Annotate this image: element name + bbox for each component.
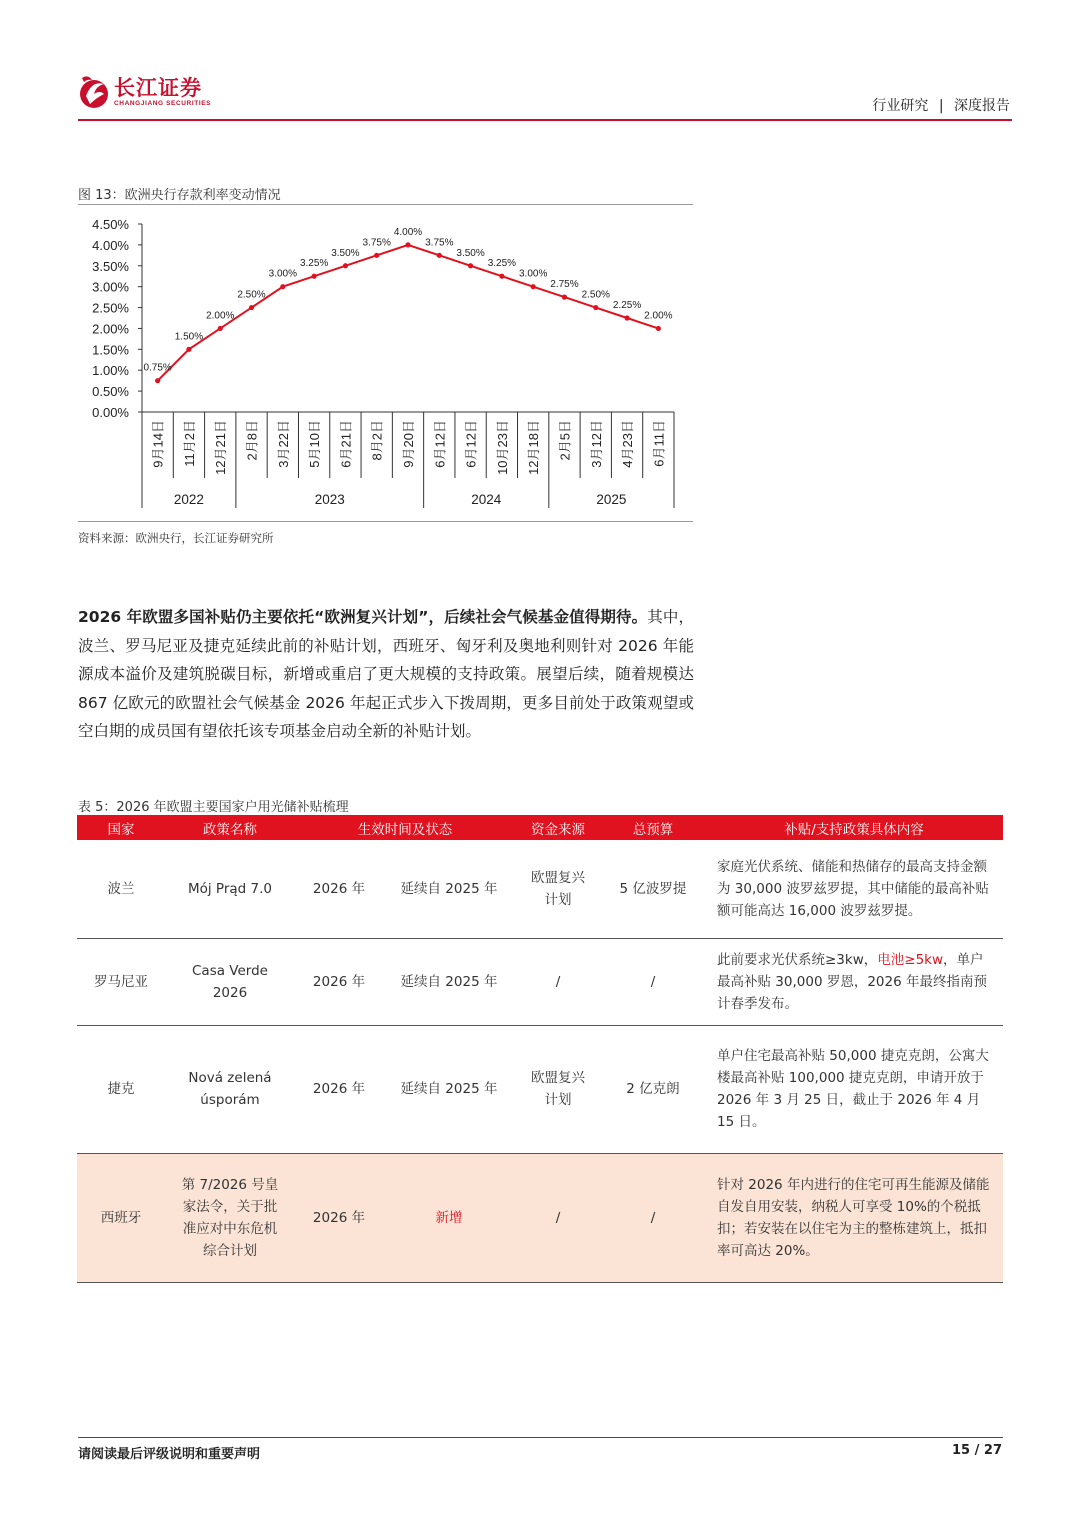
header-divider bbox=[78, 119, 1012, 121]
x-category-label: 6月21日 bbox=[338, 420, 354, 468]
report-category bbox=[872, 95, 1010, 115]
cell-detail bbox=[705, 938, 1003, 1025]
body-paragraph bbox=[78, 603, 694, 746]
cell-funding bbox=[515, 840, 601, 938]
paragraph-lead: 2026 年欧盟多国补贴仍主要依托“欧洲复兴计划”，后续社会气候基金值得期待。 bbox=[78, 608, 648, 626]
cell-detail: 针对 2026 年内进行的住宅可再生能源及储能自发自用安装，纳税人可享受 10%的个税抵扣；若安装在以住宅为主的整栋建筑上，抵扣率可高达 20%。 bbox=[705, 1153, 1003, 1282]
cell-policy bbox=[165, 1025, 295, 1153]
y-tick-label: 0.00% bbox=[92, 405, 129, 420]
data-label: 1.50% bbox=[174, 331, 204, 343]
x-category-label: 2月5日 bbox=[557, 420, 573, 461]
subsidy-table bbox=[77, 815, 1003, 1283]
x-category-label: 5月10日 bbox=[307, 420, 323, 468]
data-label: 3.00% bbox=[518, 268, 548, 280]
x-category-label: 11月2日 bbox=[181, 420, 197, 467]
y-tick-label: 4.50% bbox=[92, 217, 129, 232]
figure-top-rule bbox=[78, 204, 693, 205]
cell-budget: / bbox=[601, 1153, 705, 1282]
detail-text-a: 此前要求光伏系统≥3kw， bbox=[717, 951, 878, 968]
data-label: 2.75% bbox=[550, 279, 579, 291]
header-budget: 总预算 bbox=[601, 815, 705, 840]
deposit-rate-chart bbox=[78, 208, 693, 520]
y-tick-label: 3.50% bbox=[92, 258, 129, 274]
phoenix-logo-icon bbox=[78, 72, 110, 110]
logo-english-name: CHANGJIANG SECURITIES bbox=[114, 99, 212, 107]
company-logo bbox=[78, 72, 211, 110]
data-label: 2.25% bbox=[612, 300, 642, 311]
cell-funding: / bbox=[515, 1153, 601, 1282]
header-policy: 政策名称 bbox=[165, 815, 295, 840]
cell-country: 罗马尼亚 bbox=[77, 938, 165, 1025]
cell-year: 2026 年 bbox=[295, 938, 383, 1025]
cell-detail: 单户住宅最高补贴 50,000 捷克克朗，公寓大楼最高补贴 100,000 捷克克朗，申请开放于 2026 年 3 月 25 日，截止于 2026 年 4 月 15 日。 bbox=[705, 1025, 1003, 1153]
data-label: 2.00% bbox=[206, 310, 235, 322]
page-number: 15 / 27 bbox=[952, 1443, 1002, 1458]
data-label: 3.25% bbox=[487, 258, 517, 270]
cell-budget: 2 亿克朗 bbox=[601, 1025, 705, 1153]
funding-text: 欧盟复兴计划 bbox=[531, 1070, 585, 1108]
data-point bbox=[531, 284, 536, 289]
x-category-label: 9月14日 bbox=[150, 420, 166, 468]
cell-funding bbox=[515, 1025, 601, 1153]
data-label: 2.00% bbox=[644, 310, 673, 322]
cell-status: 延续自 2025 年 bbox=[383, 1025, 515, 1153]
cell-status: 延续自 2025 年 bbox=[383, 840, 515, 938]
x-category-label: 2月8日 bbox=[244, 420, 260, 461]
x-category-label: 3月22日 bbox=[275, 420, 291, 468]
table-caption: 表 5：2026 年欧盟主要国家户用光储补贴梳理 bbox=[78, 800, 349, 815]
x-category-label: 6月11日 bbox=[651, 420, 667, 467]
cell-status: 延续自 2025 年 bbox=[383, 938, 515, 1025]
x-category-label: 3月12日 bbox=[588, 420, 604, 468]
cell-detail: 家庭光伏系统、储能和热储存的最高支持金额为 30,000 波罗兹罗提，其中储能的最高补贴额可能高达 16,000 波罗兹罗提。 bbox=[705, 840, 1003, 938]
header-funding: 资金来源 bbox=[515, 815, 601, 840]
y-tick-label: 1.00% bbox=[92, 363, 129, 379]
data-point bbox=[155, 378, 160, 383]
data-point bbox=[405, 242, 410, 247]
header-country: 国家 bbox=[77, 815, 165, 840]
data-label: 3.75% bbox=[362, 237, 391, 249]
data-label: 3.25% bbox=[299, 258, 329, 270]
data-point bbox=[249, 305, 254, 310]
header-separator: | bbox=[938, 98, 944, 114]
data-label: 4.00% bbox=[393, 226, 423, 238]
data-point bbox=[186, 347, 191, 352]
policy-text: Nová zelená úsporám bbox=[188, 1070, 272, 1108]
figure-bottom-rule bbox=[78, 521, 693, 522]
cell-budget: 5 亿波罗提 bbox=[601, 840, 705, 938]
x-category-label: 10月23日 bbox=[494, 420, 510, 475]
data-point bbox=[656, 326, 661, 331]
data-label: 3.75% bbox=[425, 237, 454, 249]
table-row bbox=[77, 1025, 1003, 1153]
figure-source: 资料来源：欧洲央行，长江证券研究所 bbox=[78, 531, 274, 545]
cell-policy: Mój Prąd 7.0 bbox=[165, 840, 295, 938]
data-point bbox=[218, 326, 223, 331]
table-header-row bbox=[77, 815, 1003, 840]
detail-highlight: 电池≥5kw bbox=[877, 951, 944, 968]
year-label: 2025 bbox=[596, 492, 627, 507]
data-label: 2.50% bbox=[237, 289, 266, 301]
detail-text-b: ，单户最高补贴 30,000 罗恩，2026 年最终指南预计春季发布。 bbox=[717, 951, 987, 1012]
x-category-label: 6月12日 bbox=[432, 420, 448, 468]
footer-divider bbox=[78, 1437, 1003, 1438]
y-tick-label: 0.50% bbox=[92, 384, 129, 400]
x-category-label: 4月23日 bbox=[620, 420, 636, 468]
section-label: 行业研究 bbox=[872, 98, 929, 114]
policy-text: Casa Verde 2026 bbox=[192, 962, 268, 1001]
data-label: 2.50% bbox=[581, 289, 610, 301]
policy-text: 第 7/2026 号皇家法令，关于批准应对中东危机综合计划 bbox=[181, 1176, 279, 1259]
data-point bbox=[374, 253, 379, 258]
data-point bbox=[593, 305, 598, 310]
data-point bbox=[499, 274, 504, 279]
cell-policy bbox=[165, 938, 295, 1025]
x-category-label: 12月18日 bbox=[526, 420, 542, 475]
x-category-label: 9月20日 bbox=[401, 420, 416, 468]
cell-country: 波兰 bbox=[77, 840, 165, 938]
x-category-label: 12月21日 bbox=[213, 420, 229, 475]
cell-year: 2026 年 bbox=[295, 1025, 383, 1153]
data-point bbox=[280, 284, 285, 289]
cell-year: 2026 年 bbox=[295, 840, 383, 938]
cell-country: 西班牙 bbox=[77, 1153, 165, 1282]
data-point bbox=[312, 274, 317, 279]
cell-policy bbox=[165, 1153, 295, 1282]
footer-disclaimer: 请阅读最后评级说明和重要声明 bbox=[78, 1447, 261, 1462]
header-effective: 生效时间及状态 bbox=[295, 815, 515, 840]
table-row-highlighted bbox=[77, 1153, 1003, 1282]
x-category-label: 8月2日 bbox=[369, 420, 385, 461]
header-detail: 补贴/支持政策具体内容 bbox=[705, 815, 1003, 840]
year-label: 2023 bbox=[314, 492, 345, 507]
paragraph-body: 其中，波兰、罗马尼亚及捷克延续此前的补贴计划，西班牙、匈牙利及奥地利则针对 2026 年能源成本溢价及建筑脱碳目标，新增或重启了更大规模的支持政策。展望后续，随着规模达 867 亿欧元的欧盟社会气候基金 2026 年起正式步入下拨周期，更多目前处于政策观望或空白期的成员国有望依托该专项基金启动全新的补贴计划。 bbox=[78, 608, 694, 740]
cell-budget: / bbox=[601, 938, 705, 1025]
cell-country: 捷克 bbox=[77, 1025, 165, 1153]
cell-year: 2026 年 bbox=[295, 1153, 383, 1282]
data-point bbox=[437, 253, 442, 258]
data-point bbox=[343, 263, 348, 268]
table-row bbox=[77, 840, 1003, 938]
x-category-label: 6月12日 bbox=[463, 420, 479, 468]
report-type-label: 深度报告 bbox=[954, 98, 1010, 114]
y-tick-label: 2.00% bbox=[92, 321, 129, 337]
data-label: 3.50% bbox=[456, 247, 485, 259]
figure-caption: 图 13：欧洲央行存款利率变动情况 bbox=[78, 188, 281, 203]
logo-chinese-name: 长江证券 bbox=[114, 75, 202, 100]
year-label: 2022 bbox=[173, 492, 204, 507]
year-label: 2024 bbox=[471, 492, 502, 507]
cell-funding: / bbox=[515, 938, 601, 1025]
data-label: 3.50% bbox=[331, 247, 360, 259]
y-tick-label: 1.50% bbox=[92, 342, 129, 358]
funding-text: 欧盟复兴计划 bbox=[531, 869, 585, 908]
data-point bbox=[624, 315, 629, 320]
y-tick-label: 3.00% bbox=[92, 279, 129, 295]
data-point bbox=[468, 263, 473, 268]
data-point bbox=[562, 295, 567, 300]
y-tick-label: 4.00% bbox=[92, 237, 129, 253]
y-tick-label: 2.50% bbox=[92, 300, 129, 316]
cell-status: 新增 bbox=[383, 1153, 515, 1282]
data-label: 3.00% bbox=[268, 268, 298, 280]
table-row bbox=[77, 938, 1003, 1025]
data-label: 0.75% bbox=[143, 362, 172, 374]
